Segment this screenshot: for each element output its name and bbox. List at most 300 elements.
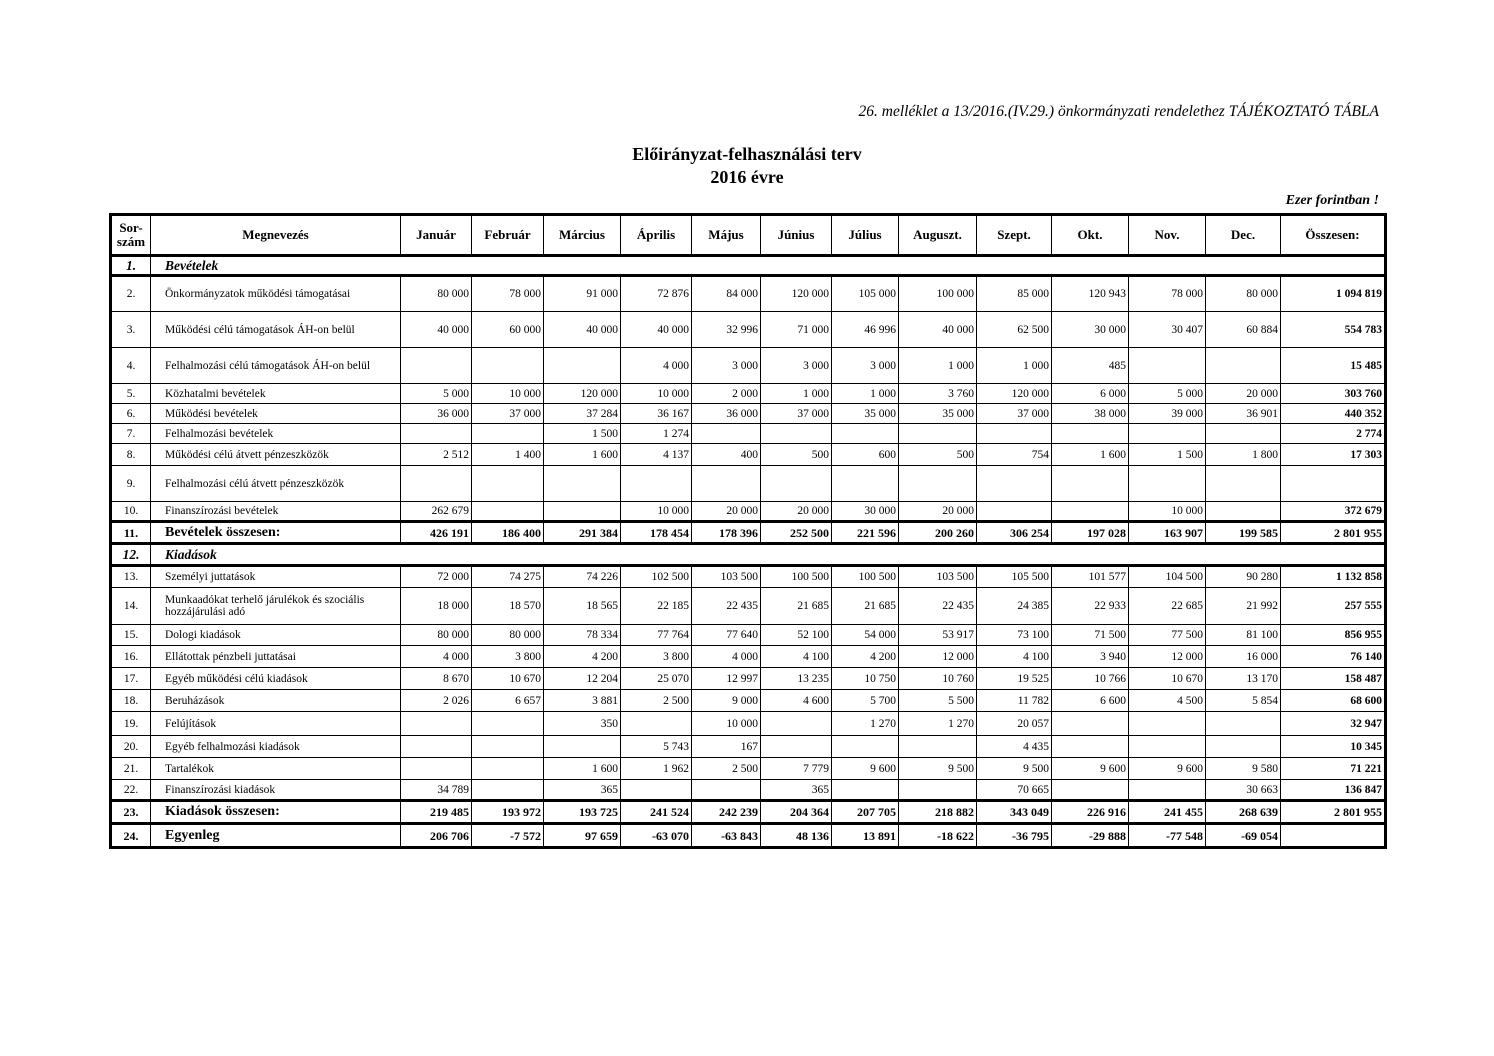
month-value-cell: 91 000	[544, 276, 621, 312]
month-value-cell: 1 500	[544, 424, 621, 444]
month-value-cell: 178 454	[621, 522, 692, 544]
row-number: 6.	[111, 404, 151, 424]
month-value-cell	[977, 466, 1052, 502]
month-value-cell: 485	[1052, 348, 1129, 384]
row-total-cell: 32 947	[1281, 712, 1386, 736]
month-value-cell: 84 000	[692, 276, 761, 312]
month-value-cell	[1052, 712, 1129, 736]
month-value-cell: 10 750	[832, 668, 899, 690]
row-name: Kiadások összesen:	[151, 801, 401, 824]
row-total-cell: 257 555	[1281, 588, 1386, 625]
month-value-cell	[1206, 502, 1281, 522]
row-number: 22.	[111, 780, 151, 801]
row-number: 23.	[111, 801, 151, 824]
month-value-cell	[761, 736, 832, 758]
month-value-cell: 4 600	[761, 690, 832, 712]
month-value-cell: 4 000	[692, 646, 761, 668]
month-value-cell: 103 500	[692, 566, 761, 588]
month-value-cell: 9 500	[899, 758, 977, 780]
month-value-cell: 1 800	[1206, 444, 1281, 466]
page-title: Előirányzat-felhasználási terv	[632, 144, 862, 164]
month-value-cell	[472, 424, 544, 444]
row-total-cell: 1 132 858	[1281, 566, 1386, 588]
table-row	[111, 690, 1386, 712]
header-total: Összesen:	[1281, 215, 1386, 256]
section-row	[111, 544, 1386, 566]
row-name: Felhalmozási célú átvett pénzeszközök	[151, 466, 401, 502]
month-value-cell	[1129, 780, 1206, 801]
month-value-cell: 4 200	[544, 646, 621, 668]
row-name: Felújítások	[151, 712, 401, 736]
row-total-cell: 440 352	[1281, 404, 1386, 424]
month-value-cell: 2 000	[692, 384, 761, 404]
table-row	[111, 502, 1386, 522]
month-value-cell	[401, 736, 472, 758]
month-value-cell: 11 782	[977, 690, 1052, 712]
header-month: Auguszt.	[899, 215, 977, 256]
row-total-cell: 71 221	[1281, 758, 1386, 780]
table-row	[111, 758, 1386, 780]
month-value-cell: 120 000	[761, 276, 832, 312]
row-number: 21.	[111, 758, 151, 780]
month-value-cell: 12 204	[544, 668, 621, 690]
month-value-cell: 10 760	[899, 668, 977, 690]
month-value-cell	[1052, 780, 1129, 801]
month-value-cell	[1129, 466, 1206, 502]
month-value-cell: 197 028	[1052, 522, 1129, 544]
month-value-cell	[1052, 424, 1129, 444]
header-month: Dec.	[1206, 215, 1281, 256]
month-value-cell: 78 334	[544, 625, 621, 646]
month-value-cell: 120 000	[544, 384, 621, 404]
row-number: 20.	[111, 736, 151, 758]
month-value-cell: 3 881	[544, 690, 621, 712]
month-value-cell: 60 000	[472, 312, 544, 348]
month-value-cell: 219 485	[401, 801, 472, 824]
month-value-cell: 22 185	[621, 588, 692, 625]
month-value-cell: 30 000	[1052, 312, 1129, 348]
month-value-cell	[1129, 712, 1206, 736]
month-value-cell	[832, 424, 899, 444]
header-month: Április	[621, 215, 692, 256]
month-value-cell: 80 000	[401, 276, 472, 312]
month-value-cell: 241 524	[621, 801, 692, 824]
month-value-cell	[401, 758, 472, 780]
month-value-cell: 72 876	[621, 276, 692, 312]
month-value-cell: 10 000	[621, 384, 692, 404]
month-value-cell	[1206, 424, 1281, 444]
month-value-cell	[544, 466, 621, 502]
month-value-cell: 12 997	[692, 668, 761, 690]
header-note: 26. melléklet a 13/2016.(IV.29.) önkormányzati rendelethez TÁJÉKOZTATÓ TÁBLA	[858, 103, 1379, 120]
month-value-cell: 4 100	[761, 646, 832, 668]
month-value-cell	[401, 424, 472, 444]
month-value-cell: 39 000	[1129, 404, 1206, 424]
row-total-cell: 15 485	[1281, 348, 1386, 384]
month-value-cell: 3 000	[832, 348, 899, 384]
table-row	[111, 404, 1386, 424]
month-value-cell: 70 665	[977, 780, 1052, 801]
month-value-cell: 30 407	[1129, 312, 1206, 348]
month-value-cell: 1 600	[544, 758, 621, 780]
month-value-cell	[621, 712, 692, 736]
month-value-cell: 2 500	[621, 690, 692, 712]
month-value-cell: 85 000	[977, 276, 1052, 312]
row-number: 2.	[111, 276, 151, 312]
month-value-cell: -69 054	[1206, 824, 1281, 848]
table-header-row	[111, 215, 1386, 256]
header-month: Nov.	[1129, 215, 1206, 256]
row-name: Finanszírozási kiadások	[151, 780, 401, 801]
month-value-cell	[472, 466, 544, 502]
month-value-cell: 104 500	[1129, 566, 1206, 588]
row-total-cell: 2 774	[1281, 424, 1386, 444]
month-value-cell	[832, 736, 899, 758]
month-value-cell: 81 100	[1206, 625, 1281, 646]
row-number: 17.	[111, 668, 151, 690]
month-value-cell: 18 000	[401, 588, 472, 625]
table-row	[111, 588, 1386, 625]
month-value-cell: 163 907	[1129, 522, 1206, 544]
row-total-cell: 158 487	[1281, 668, 1386, 690]
row-number: 10.	[111, 502, 151, 522]
month-value-cell: 291 384	[544, 522, 621, 544]
month-value-cell: 102 500	[621, 566, 692, 588]
month-value-cell: 62 500	[977, 312, 1052, 348]
month-value-cell: 207 705	[832, 801, 899, 824]
month-value-cell: 3 000	[692, 348, 761, 384]
row-number: 9.	[111, 466, 151, 502]
row-total-cell: 1 094 819	[1281, 276, 1386, 312]
table-row	[111, 424, 1386, 444]
row-name: Önkormányzatok működési támogatásai	[151, 276, 401, 312]
month-value-cell: 20 000	[1206, 384, 1281, 404]
month-value-cell: -77 548	[1129, 824, 1206, 848]
month-value-cell	[472, 758, 544, 780]
row-name: Egyéb felhalmozási kiadások	[151, 736, 401, 758]
month-value-cell: 20 000	[692, 502, 761, 522]
month-value-cell: 16 000	[1206, 646, 1281, 668]
month-value-cell: 22 435	[899, 588, 977, 625]
month-value-cell: 2 500	[692, 758, 761, 780]
month-value-cell: 1 962	[621, 758, 692, 780]
month-value-cell: 37 284	[544, 404, 621, 424]
month-value-cell: 1 274	[621, 424, 692, 444]
month-value-cell: 268 639	[1206, 801, 1281, 824]
month-value-cell	[899, 466, 977, 502]
month-value-cell	[401, 466, 472, 502]
table-row	[111, 646, 1386, 668]
header-month: Március	[544, 215, 621, 256]
month-value-cell: 3 800	[472, 646, 544, 668]
month-value-cell: 24 385	[977, 588, 1052, 625]
table-row	[111, 348, 1386, 384]
month-value-cell: 178 396	[692, 522, 761, 544]
table-row	[111, 444, 1386, 466]
month-value-cell: 34 789	[401, 780, 472, 801]
month-value-cell: 80 000	[1206, 276, 1281, 312]
month-value-cell	[761, 466, 832, 502]
month-value-cell: 262 679	[401, 502, 472, 522]
month-value-cell: 9 000	[692, 690, 761, 712]
month-value-cell: 10 000	[692, 712, 761, 736]
month-value-cell	[761, 712, 832, 736]
month-value-cell: 78 000	[1129, 276, 1206, 312]
row-name: Tartalékok	[151, 758, 401, 780]
month-value-cell: 5 000	[401, 384, 472, 404]
balance-row	[111, 824, 1386, 848]
budget-table	[109, 213, 1387, 849]
month-value-cell: 8 670	[401, 668, 472, 690]
month-value-cell: 200 260	[899, 522, 977, 544]
month-value-cell: 1 270	[899, 712, 977, 736]
header-month: Február	[472, 215, 544, 256]
month-value-cell: 20 000	[899, 502, 977, 522]
header-name: Megnevezés	[151, 215, 401, 256]
row-number: 16.	[111, 646, 151, 668]
month-value-cell: 306 254	[977, 522, 1052, 544]
month-value-cell: 218 882	[899, 801, 977, 824]
row-name: Ellátottak pénzbeli juttatásai	[151, 646, 401, 668]
month-value-cell: 1 500	[1129, 444, 1206, 466]
month-value-cell: 20 000	[761, 502, 832, 522]
row-number: 1.	[111, 256, 151, 276]
row-total-cell: 2 801 955	[1281, 522, 1386, 544]
row-name: Bevételek összesen:	[151, 522, 401, 544]
month-value-cell: 36 167	[621, 404, 692, 424]
month-value-cell: 120 943	[1052, 276, 1129, 312]
month-value-cell: 25 070	[621, 668, 692, 690]
month-value-cell: 1 000	[832, 384, 899, 404]
row-number: 8.	[111, 444, 151, 466]
month-value-cell: 18 565	[544, 588, 621, 625]
header-month: Június	[761, 215, 832, 256]
row-number: 13.	[111, 566, 151, 588]
month-value-cell: 4 137	[621, 444, 692, 466]
month-value-cell: 46 996	[832, 312, 899, 348]
month-value-cell: 22 435	[692, 588, 761, 625]
month-value-cell: 12 000	[899, 646, 977, 668]
month-value-cell: 80 000	[472, 625, 544, 646]
month-value-cell: 18 570	[472, 588, 544, 625]
row-number: 4.	[111, 348, 151, 384]
row-name: Személyi juttatások	[151, 566, 401, 588]
month-value-cell: 9 580	[1206, 758, 1281, 780]
month-value-cell: 22 685	[1129, 588, 1206, 625]
row-total-cell: 554 783	[1281, 312, 1386, 348]
month-value-cell: 5 000	[1129, 384, 1206, 404]
row-total-cell: 2 801 955	[1281, 801, 1386, 824]
month-value-cell: 103 500	[899, 566, 977, 588]
month-value-cell: 2 026	[401, 690, 472, 712]
row-number: 14.	[111, 588, 151, 625]
month-value-cell: 40 000	[401, 312, 472, 348]
month-value-cell	[899, 780, 977, 801]
month-value-cell	[1129, 736, 1206, 758]
month-value-cell	[692, 424, 761, 444]
month-value-cell: 426 191	[401, 522, 472, 544]
table-row	[111, 736, 1386, 758]
row-number: 3.	[111, 312, 151, 348]
month-value-cell: 1 400	[472, 444, 544, 466]
row-name: Beruházások	[151, 690, 401, 712]
row-total-cell	[1281, 466, 1386, 502]
month-value-cell: 365	[761, 780, 832, 801]
month-value-cell: 4 500	[1129, 690, 1206, 712]
month-value-cell: -7 572	[472, 824, 544, 848]
month-value-cell: 4 000	[621, 348, 692, 384]
sum-row	[111, 522, 1386, 544]
month-value-cell	[621, 466, 692, 502]
row-total-cell: 10 345	[1281, 736, 1386, 758]
month-value-cell: 500	[761, 444, 832, 466]
row-total-cell: 856 955	[1281, 625, 1386, 646]
month-value-cell	[832, 466, 899, 502]
month-value-cell: 754	[977, 444, 1052, 466]
month-value-cell: 74 226	[544, 566, 621, 588]
month-value-cell: 6 000	[1052, 384, 1129, 404]
month-value-cell	[692, 780, 761, 801]
month-value-cell: 9 600	[1052, 758, 1129, 780]
month-value-cell: -63 843	[692, 824, 761, 848]
month-value-cell: 1 600	[544, 444, 621, 466]
month-value-cell: 365	[544, 780, 621, 801]
month-value-cell: 30 000	[832, 502, 899, 522]
row-number: 24.	[111, 824, 151, 848]
month-value-cell: -36 795	[977, 824, 1052, 848]
month-value-cell: -29 888	[1052, 824, 1129, 848]
month-value-cell: 2 512	[401, 444, 472, 466]
row-name: Működési bevételek	[151, 404, 401, 424]
row-total-cell: 17 303	[1281, 444, 1386, 466]
month-value-cell: 36 901	[1206, 404, 1281, 424]
row-name: Kiadások	[151, 544, 1386, 566]
month-value-cell	[1129, 348, 1206, 384]
month-value-cell	[544, 736, 621, 758]
month-value-cell: 7 779	[761, 758, 832, 780]
row-name: Egyéb működési célú kiadások	[151, 668, 401, 690]
month-value-cell: 20 057	[977, 712, 1052, 736]
month-value-cell: 13 170	[1206, 668, 1281, 690]
month-value-cell: 80 000	[401, 625, 472, 646]
month-value-cell: 3 000	[761, 348, 832, 384]
month-value-cell: 6 600	[1052, 690, 1129, 712]
month-value-cell: 1 000	[899, 348, 977, 384]
month-value-cell: 36 000	[692, 404, 761, 424]
month-value-cell: 1 000	[977, 348, 1052, 384]
month-value-cell: 71 500	[1052, 625, 1129, 646]
month-value-cell: 241 455	[1129, 801, 1206, 824]
month-value-cell: 4 200	[832, 646, 899, 668]
month-value-cell: 72 000	[401, 566, 472, 588]
month-value-cell: 100 500	[832, 566, 899, 588]
month-value-cell: 30 663	[1206, 780, 1281, 801]
month-value-cell: 3 760	[899, 384, 977, 404]
row-number: 19.	[111, 712, 151, 736]
month-value-cell: 101 577	[1052, 566, 1129, 588]
month-value-cell	[1206, 736, 1281, 758]
month-value-cell: 343 049	[977, 801, 1052, 824]
month-value-cell: 100 500	[761, 566, 832, 588]
month-value-cell: 10 670	[472, 668, 544, 690]
month-value-cell: 60 884	[1206, 312, 1281, 348]
row-total-cell: 372 679	[1281, 502, 1386, 522]
row-number: 12.	[111, 544, 151, 566]
month-value-cell	[401, 712, 472, 736]
header-month: Okt.	[1052, 215, 1129, 256]
sum-row	[111, 801, 1386, 824]
section-row	[111, 256, 1386, 276]
table-row	[111, 312, 1386, 348]
month-value-cell: 38 000	[1052, 404, 1129, 424]
month-value-cell: 10 000	[472, 384, 544, 404]
month-value-cell: 35 000	[832, 404, 899, 424]
month-value-cell: 242 239	[692, 801, 761, 824]
month-value-cell: 19 525	[977, 668, 1052, 690]
month-value-cell: 226 916	[1052, 801, 1129, 824]
month-value-cell: 1 270	[832, 712, 899, 736]
month-value-cell: 199 585	[1206, 522, 1281, 544]
header-month: Szept.	[977, 215, 1052, 256]
month-value-cell: 35 000	[899, 404, 977, 424]
month-value-cell	[977, 502, 1052, 522]
month-value-cell	[899, 424, 977, 444]
month-value-cell: 52 100	[761, 625, 832, 646]
month-value-cell: 500	[899, 444, 977, 466]
month-value-cell: 193 725	[544, 801, 621, 824]
month-value-cell: 3 940	[1052, 646, 1129, 668]
month-value-cell: 221 596	[832, 522, 899, 544]
month-value-cell: 97 659	[544, 824, 621, 848]
row-name: Működési célú átvett pénzeszközök	[151, 444, 401, 466]
month-value-cell: 600	[832, 444, 899, 466]
row-name: Felhalmozási bevételek	[151, 424, 401, 444]
header-month: Január	[401, 215, 472, 256]
month-value-cell	[472, 348, 544, 384]
month-value-cell	[621, 780, 692, 801]
month-value-cell: 4 435	[977, 736, 1052, 758]
month-value-cell	[1206, 712, 1281, 736]
table-row	[111, 780, 1386, 801]
row-total-cell	[1281, 824, 1386, 848]
month-value-cell	[1129, 424, 1206, 444]
month-value-cell: 74 275	[472, 566, 544, 588]
month-value-cell: 40 000	[621, 312, 692, 348]
month-value-cell: 78 000	[472, 276, 544, 312]
page-subtitle: 2016 évre	[710, 167, 784, 187]
month-value-cell: 37 000	[472, 404, 544, 424]
row-name: Egyenleg	[151, 824, 401, 848]
month-value-cell: 36 000	[401, 404, 472, 424]
month-value-cell: 10 000	[621, 502, 692, 522]
month-value-cell: 100 000	[899, 276, 977, 312]
month-value-cell: 252 500	[761, 522, 832, 544]
month-value-cell: 54 000	[832, 625, 899, 646]
month-value-cell: -63 070	[621, 824, 692, 848]
month-value-cell: 1 600	[1052, 444, 1129, 466]
row-total-cell: 76 140	[1281, 646, 1386, 668]
month-value-cell	[1206, 466, 1281, 502]
month-value-cell: 71 000	[761, 312, 832, 348]
month-value-cell: 204 364	[761, 801, 832, 824]
month-value-cell: 4 000	[401, 646, 472, 668]
month-value-cell: 167	[692, 736, 761, 758]
month-value-cell: 21 992	[1206, 588, 1281, 625]
month-value-cell: 12 000	[1129, 646, 1206, 668]
month-value-cell: 48 136	[761, 824, 832, 848]
month-value-cell: 10 766	[1052, 668, 1129, 690]
month-value-cell: 77 500	[1129, 625, 1206, 646]
